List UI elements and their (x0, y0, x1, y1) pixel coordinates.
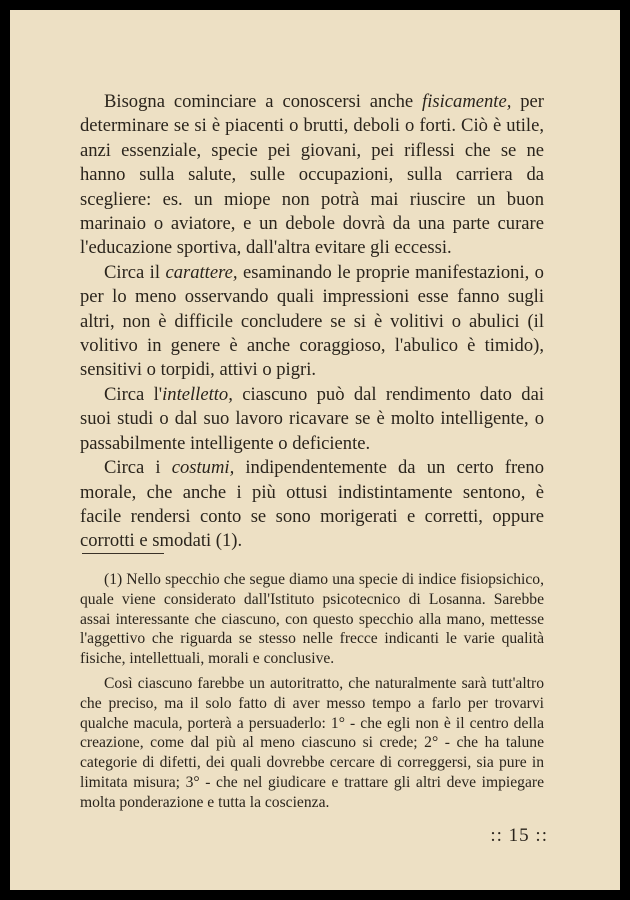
footnote-paragraph-2: Così ciascuno farebbe un autoritratto, che naturalmente sarà tutt'altro che preciso, ma il solo fatto di aver messo tempo a farlo per trovarvi qualche macula, porterà a persuaderlo: 1° - che egli non è il centro della creazione, come dal più al meno ciascuno si crede; 2° - che ha talune categorie di difetti, dei quali dovrebbe cercare di correggersi, sia pure in limitata misura; 3° - che nel giudicare e trattare gli altri deve impiegare molta ponderazione e tutta la coscienza. (80, 674, 544, 811)
paragraph-customs-keyword: costumi, (171, 457, 235, 479)
paragraph-intellect-lead: Circa l' (104, 383, 163, 405)
paragraph-intellect-keyword: intelletto, (162, 383, 233, 405)
main-text (80, 90, 544, 554)
paragraph-customs-lead: Circa i (104, 457, 172, 479)
footnote-divider (82, 553, 164, 554)
paragraph-intellect-rest: ciascuno può dal rendimento dato dai suoi studi o dal suo lavoro ricavare se è molto intelligente, o passabilmente intelligente o deficiente. (80, 383, 544, 454)
paragraph-customs-rest: indipendentemente da un certo freno morale, che anche i più ottusi indistintamente sentono, è facile rendersi conto se sono morigerati e corretti, oppure corrotti e smodati (1). (80, 457, 544, 552)
paragraph-physical-keyword: fisicamente, (422, 91, 512, 112)
footnote (80, 570, 544, 813)
book-page (10, 10, 620, 890)
paragraph-character (80, 261, 544, 383)
paragraph-customs (80, 456, 544, 554)
paragraph-physical-rest: per determinare se si è piacenti o brutti, deboli o forti. Ciò è utile, anzi essenziale, specie pei giovani, pei riflessi che se ne hanno sulla salute, sulle occupazioni, sulla carriera da scegliere: es. un miope non potrà mai riuscire un buon marinaio o aviatore, e un debole dovrà da una parte curare l'educazione sportiva, dall'altra evitare gli eccessi. (80, 91, 544, 259)
page-number: :: 15 :: (490, 825, 548, 846)
paragraph-character-lead: Circa il (104, 261, 166, 283)
paragraph-physical-lead: Bisogna cominciare a conoscersi anche (104, 91, 423, 112)
footnote-paragraph-1: (1) Nello specchio che segue diamo una specie di indice fisiopsichico, quale viene considerato dall'Istituto psicotecnico di Losanna. Sarebbe assai interessante che ciascuno, con questo specchio alla mano, mettesse l'aggettivo che riguarda se stesso nelle frecce indicanti le varie qualità fisiche, intellettuali, morali e conclusive. (80, 571, 544, 668)
paragraph-character-keyword: carattere, (165, 261, 238, 283)
paragraph-character-rest: esaminando le proprie manifestazioni, o per lo meno osservando quali impressioni esse fanno sugli altri, non è difficile concludere se si è volitivi o abulici (il volitivo in genere è anche coraggioso, l'abulico è timido), sensitivi o torpidi, attivi o pigri. (80, 261, 544, 381)
paragraph-intellect (80, 383, 544, 456)
paragraph-physical (80, 90, 544, 261)
